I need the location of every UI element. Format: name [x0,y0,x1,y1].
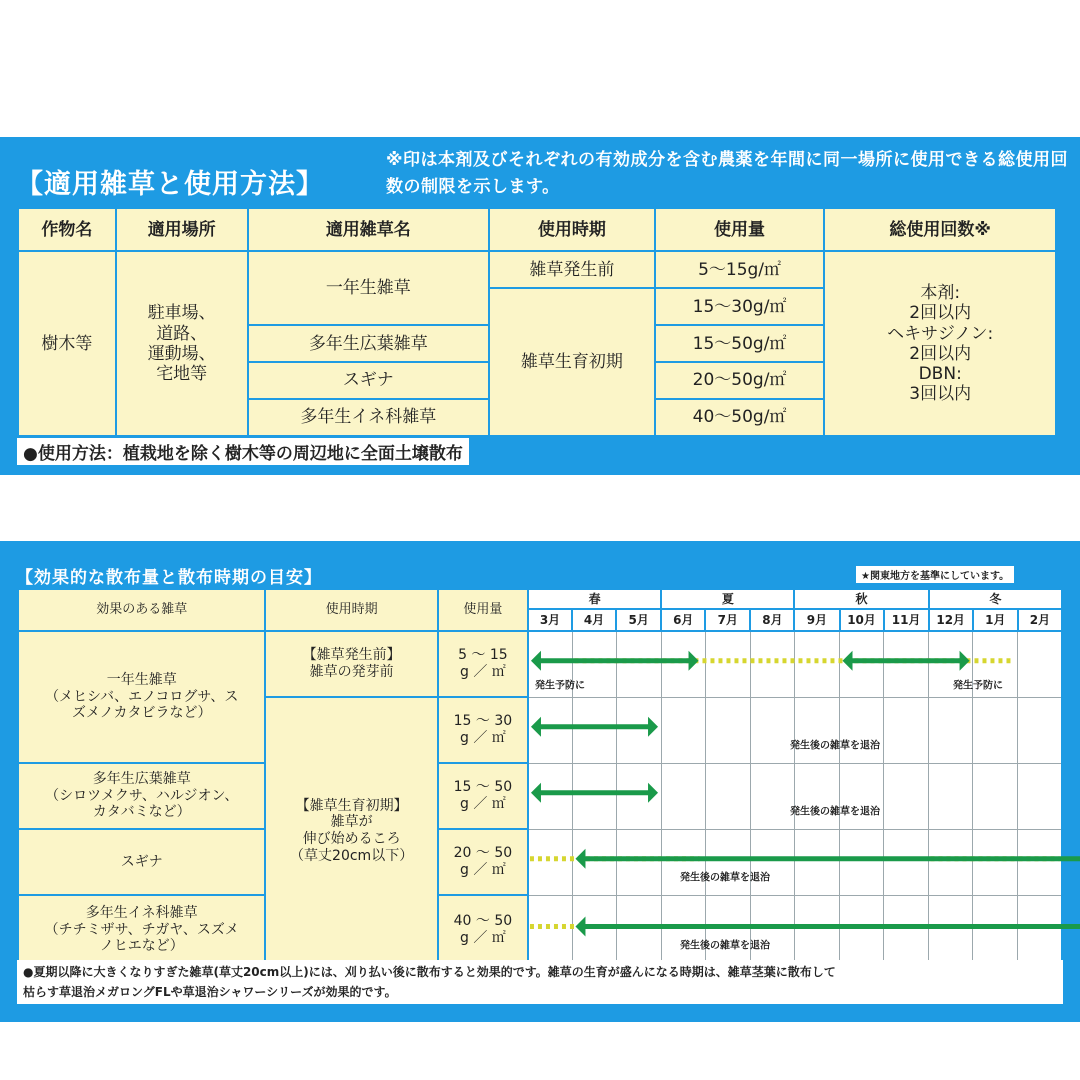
month-label: 4月 [572,609,616,631]
grid-cell [616,895,661,965]
footnote-line: ●夏期以降に大きくなりすぎた雑草(草丈20cm以上)には、刈り払い後に散布すると効果的です。雑草の生育が盛んになる時期は、雑草茎葉に散布して [23,965,836,979]
timing-cell: 雑草生育初期 [489,288,655,436]
grid-cell [616,697,661,763]
grid-cell [973,763,1018,829]
place-line: 駐車場、 [147,303,216,324]
grid-cell [661,697,705,763]
month-label: 11月 [884,609,929,631]
header-timing: 使用時期 [489,208,655,251]
grid-cell [884,697,929,763]
grid-cell [572,829,616,895]
grid-cell [884,829,929,895]
header-amount: 使用量 [655,208,825,251]
amount-unit: g ／ ㎡ [459,796,506,812]
total-line: DBN: [918,363,962,384]
grid-cell [884,895,929,965]
usage-panel-note: ※印は本剤及びそれぞれの有効成分を含む農薬を年間に同一場所に使用できる総使用回数の制限を示します。 [386,150,1069,197]
grid-cell [661,895,705,965]
timing-line: 伸び始めるころ [302,831,401,847]
bar-label: 発生後の雑草を退治 [679,940,770,952]
grid-cell [1018,895,1062,965]
grid-cell [929,829,973,895]
amount-unit: g ／ ㎡ [459,664,506,680]
amount-cell: 15〜30g/㎡ [655,288,825,325]
grid-cell [1018,763,1062,829]
month-label: 5月 [616,609,661,631]
place-line: 運動場、 [147,343,216,364]
grid-cell [528,697,572,763]
weed-detail: （シロツメクサ、ハルジオン、カタバミなど） [45,787,239,821]
grid-cell [528,829,572,895]
grid-cell [661,763,705,829]
place-line: 道路、 [156,323,208,344]
weed-name: 一年生雑草 [106,672,177,689]
grid-cell [528,763,572,829]
grid-cell [884,763,929,829]
month-label: 8月 [750,609,794,631]
amount-unit: g ／ ㎡ [459,862,506,878]
usage-table-header [18,208,1056,251]
amount-range: 40 〜 50 [453,913,513,930]
amount-cell: 40〜50g/㎡ [655,399,825,436]
grid-cell [705,697,750,763]
grid-cell [616,829,661,895]
grid-cell [750,829,794,895]
grid-cell [705,895,750,965]
grid-cell [973,895,1018,965]
timing-cell: 雑草発生前 [489,251,655,288]
grid-cell [750,763,794,829]
weed-detail: （メヒシバ、エノコログサ、スズメノカタビラなど） [45,688,239,722]
grid-cell [794,895,839,965]
amount-range: 15 〜 50 [453,779,513,796]
amount-cell: 15〜50g/㎡ [655,325,825,362]
total-line: 2回以内 [909,303,972,324]
grid-cell [840,631,884,697]
header-total: 総使用回数※ [824,208,1056,251]
amount-range: 20 〜 50 [453,845,513,862]
header-weed: 適用雑草名 [248,208,489,251]
amount-cell [438,763,528,829]
grid-cell [572,631,616,697]
month-label: 2月 [1018,609,1062,631]
amount-cell: 20〜50g/㎡ [655,362,825,399]
season-autumn: 秋 [794,589,928,609]
usage-table [17,207,1057,437]
grid-cell [750,895,794,965]
grid-cell [572,763,616,829]
grid-cell [794,763,839,829]
grid-cell [794,631,839,697]
grid-cell [973,829,1018,895]
amount-cell [438,697,528,763]
timing-line: 雑草が [330,814,373,831]
grid-cell [884,631,929,697]
grid-cell [840,895,884,965]
header-amount: 使用量 [438,589,528,631]
schedule-panel-note: ★関東地方を基準にしています。 [856,566,1014,583]
weed-cell: スギナ [248,362,489,399]
header-weed: 効果のある雑草 [18,589,265,631]
month-label: 7月 [705,609,750,631]
header-crop: 作物名 [18,208,116,251]
grid-cell [1018,697,1062,763]
total-line: 2回以内 [909,343,972,364]
timing-line: （草丈20cm以下） [290,847,414,864]
timing-pre [265,631,437,697]
amount-cell [438,829,528,895]
schedule-panel-title: 【効果的な散布量と散布時期の目安】 [16,568,322,588]
usage-panel-title: 【適用雑草と使用方法】 [16,169,324,200]
weed-grass [18,895,265,965]
total-line: 3回以内 [909,383,972,404]
season-summer: 夏 [661,589,794,609]
grid-cell [973,631,1018,697]
total-line: ヘキサジノン: [887,323,994,344]
bar-label: 発生後の雑草を退治 [789,806,880,818]
grid-cell [528,895,572,965]
amount-cell [438,631,528,697]
timing-early [265,697,437,965]
total-line: 本剤: [920,283,961,304]
grid-cell [616,763,661,829]
total-cell [824,251,1056,436]
season-spring: 春 [528,589,661,609]
grid-cell [794,697,839,763]
bar-label: 発生予防に [534,680,585,692]
weed-broadleaf [18,763,265,829]
grid-cell [973,697,1018,763]
grid-cell [1018,631,1062,697]
grid-cell [661,631,705,697]
amount-unit: g ／ ㎡ [459,930,506,946]
weed-annual [18,631,265,763]
month-label: 9月 [794,609,839,631]
month-label: 1月 [973,609,1018,631]
grid-cell [794,829,839,895]
weed-cell: 一年生雑草 [248,251,489,325]
amount-range: 15 〜 30 [453,713,513,730]
usage-method: ●使用方法：植栽地を除く樹木等の周辺地に全面土壌散布 [17,438,469,465]
header-place: 適用場所 [116,208,248,251]
grid-cell [705,631,750,697]
grid-cell [1018,829,1062,895]
weed-detail: （チチミザサ、チガヤ、スズメノヒエなど） [44,921,239,955]
grid-cell [572,697,616,763]
header-timing: 使用時期 [265,589,437,631]
grid-cell [840,829,884,895]
crop-cell: 樹木等 [18,251,116,436]
month-label: 10月 [840,609,884,631]
bar-label: 発生後の雑草を退治 [789,740,880,752]
bar-label: 発生後の雑草を退治 [679,872,770,884]
timing-line: 【雑草発生前】 [302,647,401,664]
footnote-line: 枯らす草退治メガロングFLや草退治シャワーシリーズが効果的です。 [23,985,397,999]
place-line: 宅地等 [156,363,208,384]
season-winter: 冬 [929,589,1062,609]
month-label: 6月 [661,609,705,631]
place-cell [116,251,248,436]
bar-label: 発生予防に [952,680,1003,692]
timing-line: 雑草の発芽前 [309,664,394,680]
weed-horsetail [18,829,265,895]
grid-cell [750,631,794,697]
amount-cell: 5〜15g/㎡ [655,251,825,288]
grid-cell [616,631,661,697]
grid-cell [705,829,750,895]
grid-cell [929,697,973,763]
grid-cell [929,631,973,697]
timing-line: 【雑草生育初期】 [295,797,408,814]
grid-cell [929,763,973,829]
amount-range: 5 〜 15 [458,647,508,664]
weed-name: スギナ [120,853,163,870]
weed-cell: 多年生イネ科雑草 [248,399,489,436]
grid-cell [661,829,705,895]
weed-cell: 多年生広葉雑草 [248,325,489,362]
weed-name: 多年生広葉雑草 [92,771,191,788]
grid-cell [929,895,973,965]
schedule-table [17,588,1063,966]
grid-cell [705,763,750,829]
grid-cell [528,631,572,697]
grid-cell [750,697,794,763]
weed-name: 多年生イネ科雑草 [85,905,198,922]
month-label: 3月 [528,609,572,631]
amount-cell [438,895,528,965]
grid-cell [572,895,616,965]
grid-cell [840,763,884,829]
month-label: 12月 [929,609,973,631]
grid-cell [840,697,884,763]
amount-unit: g ／ ㎡ [459,730,506,746]
schedule-footnote [17,960,1063,1004]
